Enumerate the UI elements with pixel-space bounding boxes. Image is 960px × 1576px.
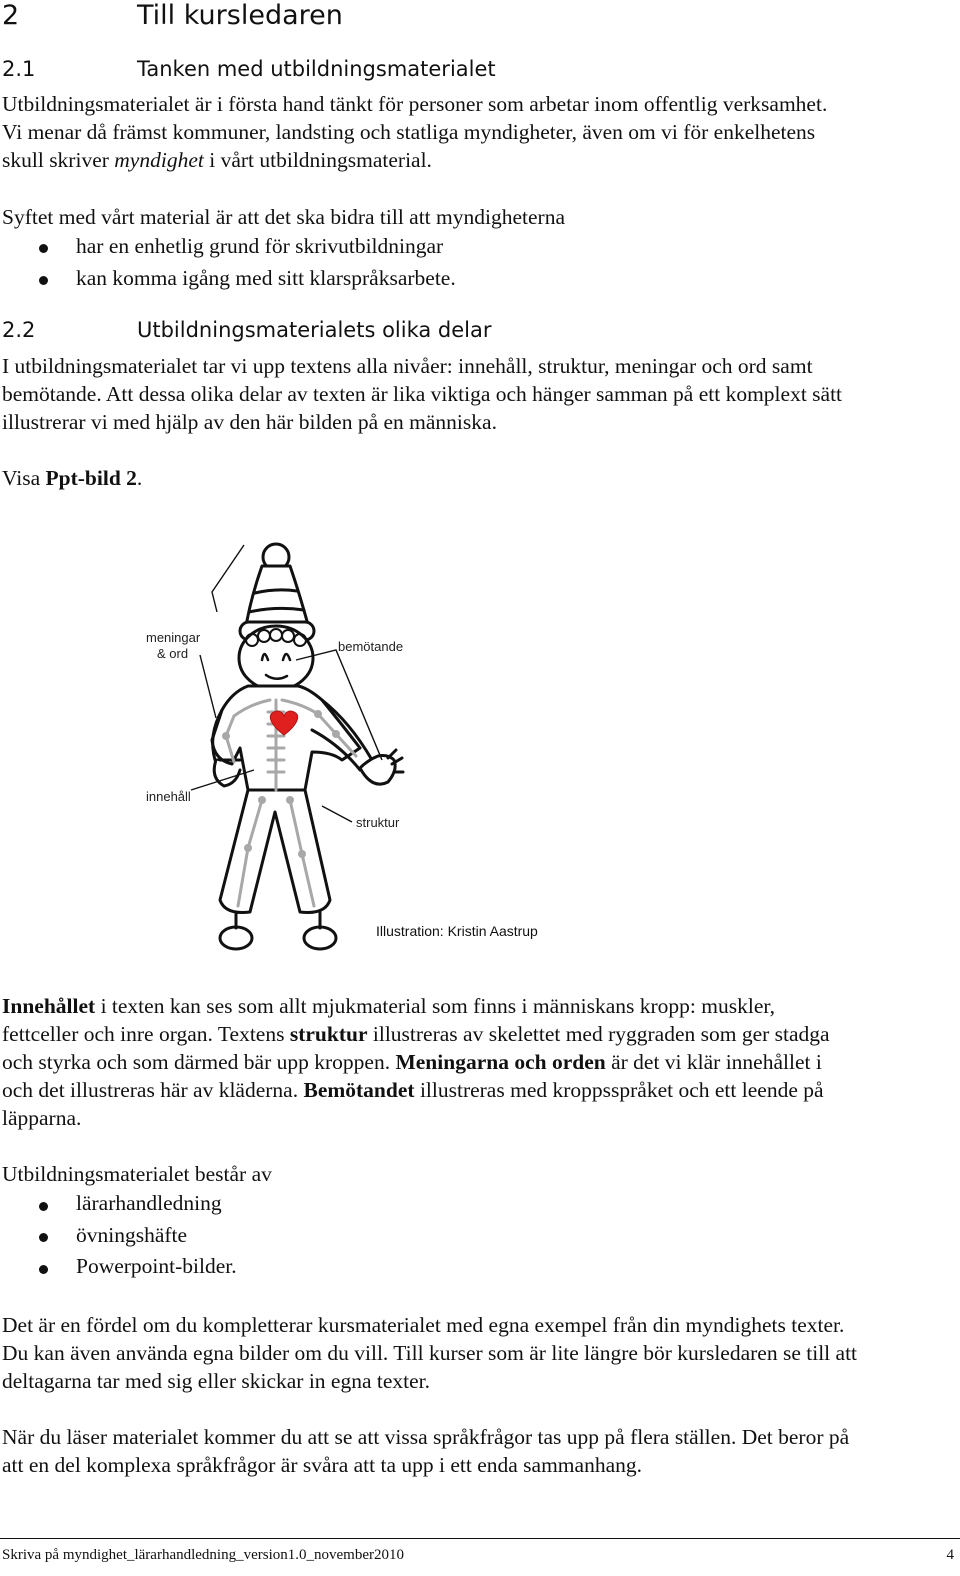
subsection-title: Utbildningsmaterialets olika delar xyxy=(137,318,492,342)
footer-divider xyxy=(0,1538,960,1539)
label-bemotande: bemötande xyxy=(338,639,404,654)
ppt-reference: Ppt-bild 2 xyxy=(45,466,137,490)
visa-instruction: Visa Ppt-bild 2. xyxy=(2,466,143,490)
footer-filename: Skriva på myndighet_lärarhandledning_version1.0_november2010 xyxy=(2,1547,404,1563)
text-line: Utbildningsmaterialet är i första hand tänkt för personer som arbetar inom offentlig verksamhet. xyxy=(2,92,828,116)
list-item: övningshäfte xyxy=(76,1223,188,1247)
subsection-number: 2.1 xyxy=(2,57,36,81)
subsection-number: 2.2 xyxy=(2,318,36,342)
text-line: och styrka och som därmed bär upp kroppen. Meningarna och orden är det vi klär innehållet i xyxy=(2,1050,822,1074)
bullet-icon xyxy=(39,1265,48,1274)
section-number: 2 xyxy=(2,0,20,31)
text-line: illustrerar vi med hjälp av den här bilden på en människa. xyxy=(2,410,497,434)
parts-paragraph xyxy=(2,352,954,436)
analogy-paragraph xyxy=(2,992,954,1132)
illustration-credit: Illustration: Kristin Aastrup xyxy=(376,923,538,939)
list-item: Powerpoint-bilder. xyxy=(76,1254,237,1278)
label-innehall: innehåll xyxy=(146,789,191,804)
text-line: Du kan även använda egna bilder om du vill. Till kurser som är lite längre bör kursledaren se till att xyxy=(2,1341,858,1365)
label-ord: & ord xyxy=(157,646,189,661)
text-line: Det är en fördel om du kompletterar kursmaterialet med egna exempel från din myndighets texter. xyxy=(2,1313,845,1337)
intro-paragraph xyxy=(2,90,954,174)
text-line: läpparna. xyxy=(2,1106,82,1130)
text-line: och det illustreras här av kläderna. Bemötandet illustreras med kroppsspråket och ett leende på xyxy=(2,1078,824,1102)
label-meningar: meningar xyxy=(146,630,201,645)
text-line: skull skriver myndighet i vårt utbildningsmaterial. xyxy=(2,148,432,172)
page-number: 4 xyxy=(946,1547,954,1563)
bullet-icon xyxy=(39,1202,48,1211)
text-line: fettceller och inre organ. Textens struktur illustreras av skelettet med ryggraden som ger stadga xyxy=(2,1022,830,1046)
materials-intro: Utbildningsmaterialet består av xyxy=(2,1162,272,1186)
section-title: Till kursledaren xyxy=(137,0,343,31)
advantage-paragraph xyxy=(2,1311,954,1395)
label-struktur: struktur xyxy=(356,815,400,830)
text-line: att en del komplexa språkfrågor är svåra att ta upp i ett enda sammanhang. xyxy=(2,1453,642,1477)
list-item: har en enhetlig grund för skrivutbildningar xyxy=(76,234,444,258)
list-item: kan komma igång med sitt klarspråksarbete. xyxy=(76,266,456,290)
purpose-intro: Syftet med vårt material är att det ska bidra till att myndigheterna xyxy=(2,205,565,229)
text-line: Innehållet i texten kan ses som allt mjukmaterial som finns i människans kropp: muskler, xyxy=(2,994,776,1018)
bullet-icon xyxy=(39,276,48,285)
language-paragraph xyxy=(2,1423,954,1479)
bullet-icon xyxy=(39,244,48,253)
text-line: bemötande. Att dessa olika delar av texten är lika viktiga och hänger samman på ett komplext sätt xyxy=(2,382,843,406)
list-item: lärarhandledning xyxy=(76,1191,222,1215)
text-line: Vi menar då främst kommuner, landsting och statliga myndigheter, även om vi för enkelhetens xyxy=(2,120,816,144)
human-illustration xyxy=(140,535,580,960)
emphasis: myndighet xyxy=(114,148,204,172)
text-line: När du läser materialet kommer du att se att vissa språkfrågor tas upp på flera ställen. Det beror på xyxy=(2,1425,850,1449)
text-line: deltagarna tar med sig eller skickar in egna texter. xyxy=(2,1369,431,1393)
bullet-icon xyxy=(39,1233,48,1242)
text-line: I utbildningsmaterialet tar vi upp textens alla nivåer: innehåll, struktur, meningar och ord samt xyxy=(2,354,813,378)
subsection-title: Tanken med utbildningsmaterialet xyxy=(137,57,496,81)
